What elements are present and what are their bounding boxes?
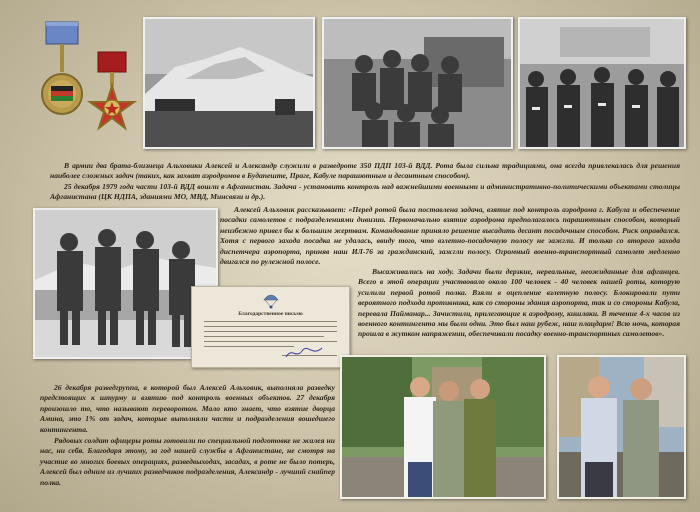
paratrooper-emblem-icon [262,291,280,309]
paragraph-training: Рядовых солдат офицеры роты готовили по специальной подготовке не жалея ни нас, ни себя. Благодаря этому, за год нашей службы в Афганистане, не смотря на участие во многих боевых операциях, разведвыходах, засадах, в роте не было потерь, Алексей был одним из лучших разведчиков подразделения, Александр - лучший снайпер полка. [40,436,335,487]
paragraph-december-26: 26 декабря разведгруппа, в которой был Алексей Альховик, выполняла разведку предстоящих к штурму и взятию под контроль военных объектов. 27 декабря произошло то, что называют переворотом. Мало кто знает, что взятие дворца Амина, это 1% от задач, которые выполняли части и подразделения вошедшего контингента. [40,383,335,434]
photo-three-men-color [340,355,546,499]
commendation-letter [191,286,350,368]
paragraph-airport-story: Алексей Альховик рассказывает: «Перед ротой была поставлена задача, взятие под контроль аэродрома г. Кабула и обеспечение посадки самолетов с подразделениями дивизии. Первоначально взятие аэродрома предполагалось парашютным способом, который неизбежно привел бы к большим жертвам. Командование приняло решение высадить десант посадочным способом. Риск оправдался. Хотя с первого захода посадка не удалась, ввиду того, что взлетно-посадочную полосу не зажгли. И только со второго захода диспетчера аэропорта, приняв наш ИЛ-76 за гражданский, зажгли полосу. Огромный военно-транспортный самолет медленно двигался по рулежной полосе. [220,205,680,267]
paragraph-december-1979: 25 декабря 1979 года части 103-й ВДД вошли в Афганистан. Задача - установить контроль над важнейшими военными и административно-политическими объектами столицы Афганистана (ЦК НДПА, зданиями МО, МВД, Минсвязи и др.). [50,182,680,202]
photo-two-men-color [557,355,686,499]
commendation-title: Благодарственное письмо [238,311,303,317]
paragraph-landing: Высаживались на ходу. Задачи были дерзкие, нереальные, неожиданные для афганцев. Всего в этой операции участвовало около 100 человек - 40 человек нашей роты, которую усилили первой ротой полка. Взяли в оцепление взлетную полосу. Блокировали пути вероятного подхода противника, как со стороны здания аэропорта, так и со стороны Кабула, перевала Пайманар... Зачистили, прилегающие к аэродрому, кишлаки. В течение 4-х часов из военного контингента мы были одни. Это был наш рубеж, наш плацдарм! Всю ночь, которая прошла в жутком напряжении, обеспечивали посадку военно-транспортных самолетов». [358,267,680,339]
photo-soldiers-parade [518,17,686,149]
photo-mountain-camp [143,17,315,149]
photo-paratroopers-helicopter [322,17,513,149]
red-star-medal-icon [86,50,138,142]
paragraph-intro: В армии два брата-близнеца Альховики Алексей и Александр служили в разведроте 350 ПДП 103-й ВДД. Рота была сильна традициями, она всегда привлекалась для решения наиболее сложных задач (таких, как захват аэродромов в Будапеште, Праге, Кабуле парашютным и десантным способом). [50,161,680,181]
afghan-medal-icon [38,20,88,120]
signature-icon [284,345,324,361]
